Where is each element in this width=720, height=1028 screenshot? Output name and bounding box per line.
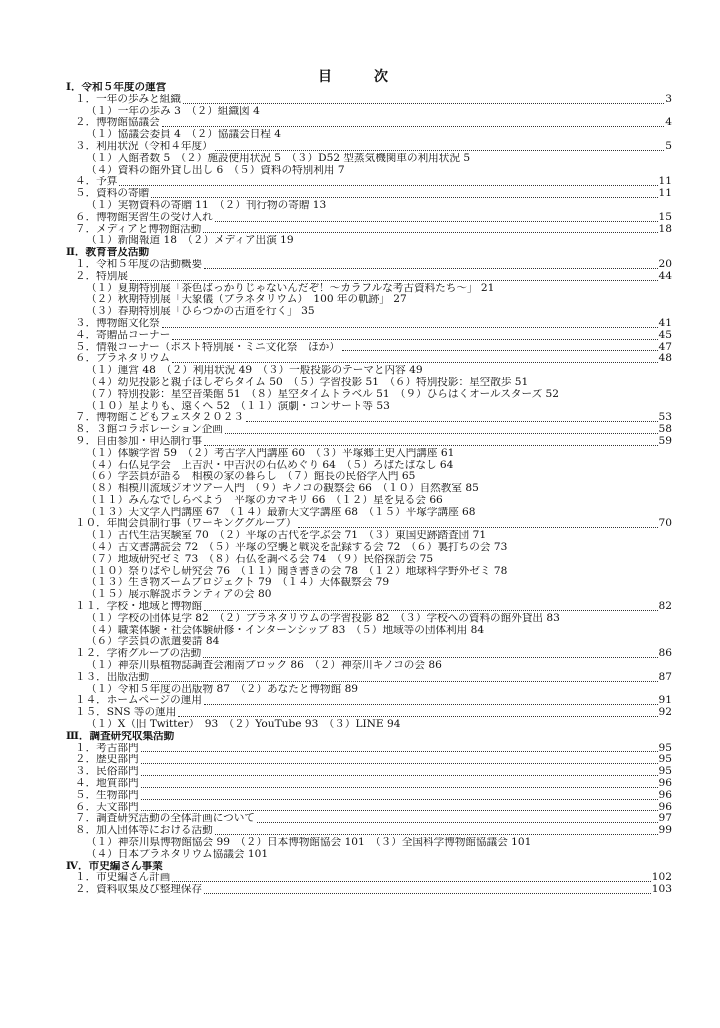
dot-leader bbox=[162, 326, 658, 328]
toc-entry-text: （１）神奈川県博物館協会 99 （２）日本博物館協会 101 （３）全国科学博物館協議会 101 bbox=[86, 837, 532, 848]
toc-section-heading bbox=[66, 247, 672, 259]
toc-subentry bbox=[66, 283, 672, 295]
dot-leader bbox=[215, 220, 658, 222]
toc-page-number: 96 bbox=[658, 778, 672, 790]
dot-leader bbox=[215, 149, 665, 151]
toc-entry-text: （１）神奈川県植物誌調査会湘南ブロック 86 （２）神奈川キノコの会 86 bbox=[86, 660, 442, 672]
toc-entry-text: （７）特別投影：星空音楽館 51 （８）星空タイムトラベル 51 （９）ひらはくオールスターズ 52 bbox=[86, 388, 560, 400]
toc-subentry bbox=[66, 589, 672, 601]
toc-page-number: 5 bbox=[665, 140, 672, 152]
toc-entry bbox=[66, 188, 672, 200]
toc-page-number: 95 bbox=[658, 742, 672, 754]
toc-page-number: 4 bbox=[665, 117, 672, 129]
toc-subentry bbox=[66, 660, 672, 672]
toc-page-number: 96 bbox=[658, 801, 672, 813]
dot-leader bbox=[141, 798, 658, 800]
toc-page-number: 58 bbox=[658, 424, 672, 436]
dot-leader bbox=[178, 715, 657, 717]
toc-entry-text: （４）職業体験・社会体験研修・インターンシップ 83 （５）地域等の団体利用 84 bbox=[86, 624, 485, 636]
toc-subentry bbox=[66, 106, 672, 118]
toc-section-heading bbox=[66, 861, 672, 873]
table-of-contents bbox=[66, 82, 672, 896]
toc-entry bbox=[66, 813, 672, 825]
dot-leader bbox=[246, 420, 658, 422]
dot-leader bbox=[342, 349, 658, 351]
page-title: 目 次 bbox=[318, 69, 402, 85]
toc-entry bbox=[66, 424, 672, 436]
dot-leader bbox=[141, 786, 658, 788]
toc-entry-text: ２．歴史部門 bbox=[75, 754, 139, 766]
toc-subentry bbox=[66, 483, 672, 495]
toc-entry-text: １．考古部門 bbox=[75, 742, 139, 754]
toc-entry-text: （２）秋期特別展「天象儀（プラネタリウム） 100 年の軌跡」 27 bbox=[86, 294, 407, 306]
toc-entry bbox=[66, 117, 672, 129]
dot-leader bbox=[257, 821, 658, 823]
dot-leader bbox=[203, 231, 657, 233]
toc-page-number: 20 bbox=[658, 258, 672, 270]
toc-page-number: 103 bbox=[651, 884, 672, 896]
toc-entry-text: １３．出版活動 bbox=[75, 671, 150, 683]
toc-entry-text: ６．博物館実習生の受け入れ bbox=[75, 211, 213, 223]
dot-leader bbox=[215, 833, 658, 835]
toc-entry-text: ４．予算 bbox=[75, 176, 118, 188]
toc-entry-text: ３．博物館文化祭 bbox=[75, 317, 160, 329]
toc-page-number: 44 bbox=[658, 270, 672, 282]
toc-subentry bbox=[66, 235, 672, 247]
toc-entry-text: ２．特別展 bbox=[75, 270, 128, 282]
toc-page-number: 82 bbox=[658, 601, 672, 613]
toc-entry bbox=[66, 601, 672, 613]
toc-entry-text: （４）幼児投影と親子ほしぞらタイム 50 （５）学習投影 51 （６）特別投影：星空散歩 51 bbox=[86, 376, 529, 388]
toc-page-number: 92 bbox=[658, 707, 672, 719]
toc-entry bbox=[66, 778, 672, 790]
toc-page-number: 95 bbox=[658, 766, 672, 778]
toc-entry-text: １．市史編さん計画 bbox=[75, 872, 171, 884]
dot-leader bbox=[151, 680, 657, 682]
toc-subentry bbox=[66, 577, 672, 589]
toc-page-number: 70 bbox=[658, 518, 672, 530]
toc-page-number: 102 bbox=[651, 872, 672, 884]
toc-entry-text: （７）地域研究ゼミ 73 （８）石仏を調べる会 74 （９）民俗探訪会 75 bbox=[86, 553, 434, 565]
toc-subentry bbox=[66, 625, 672, 637]
toc-page-number: 96 bbox=[658, 789, 672, 801]
toc-entry-text: ６．プラネタリウム bbox=[75, 353, 170, 365]
toc-entry bbox=[66, 318, 672, 330]
toc-subentry bbox=[66, 530, 672, 542]
toc-entry bbox=[66, 518, 672, 530]
toc-subentry bbox=[66, 837, 672, 849]
toc-entry bbox=[66, 271, 672, 283]
toc-page-number: 41 bbox=[658, 317, 672, 329]
toc-entry-text: ８．３館コラボレーション企画 bbox=[75, 424, 223, 436]
toc-subentry bbox=[66, 471, 672, 483]
toc-page-number: 15 bbox=[658, 211, 672, 223]
toc-entry-text: （１）実物資料の寄贈 11 （２）刊行物の寄贈 13 bbox=[86, 199, 327, 211]
toc-subentry bbox=[66, 200, 672, 212]
toc-subentry bbox=[66, 448, 672, 460]
toc-entry-text: （１０）祭りばやし研究会 76 （１１）聞き書きの会 78 （１２）地球科学野外ゼミ 78 bbox=[86, 565, 508, 577]
toc-entry-text: ４．寄贈品コーナー bbox=[75, 329, 171, 341]
toc-entry-text: （４）資料の館外貸し出し 6 （５）資料の特別利用 7 bbox=[86, 164, 345, 176]
toc-entry-text: ８．加入団体等における活動 bbox=[75, 825, 213, 837]
dot-leader bbox=[130, 279, 658, 281]
toc-entry bbox=[66, 330, 672, 342]
dot-leader bbox=[204, 703, 658, 705]
toc-entry bbox=[66, 176, 672, 188]
toc-subentry bbox=[66, 377, 672, 389]
toc-subentry bbox=[66, 849, 672, 861]
dot-leader bbox=[172, 338, 657, 340]
toc-entry bbox=[66, 353, 672, 365]
dot-leader bbox=[298, 526, 657, 528]
dot-leader bbox=[204, 444, 657, 446]
toc-subentry bbox=[66, 507, 672, 519]
toc-entry-text: （６）学芸員の派遣要請 84 bbox=[86, 636, 220, 648]
dot-leader bbox=[151, 196, 657, 198]
toc-entry-text: １．令和５年度の活動概要 bbox=[75, 258, 203, 270]
toc-page-number: 11 bbox=[658, 176, 672, 188]
toc-entry-text: １．一年の歩みと組織 bbox=[75, 93, 181, 105]
toc-entry-text: １２．学術グループの活動 bbox=[75, 648, 202, 660]
toc-entry-text: （４）日本プラネタリウム協議会 101 bbox=[86, 848, 269, 860]
toc-section-heading bbox=[66, 731, 672, 743]
toc-page-number: 53 bbox=[658, 412, 672, 424]
toc-subentry bbox=[66, 129, 672, 141]
dot-leader bbox=[225, 432, 658, 434]
toc-entry bbox=[66, 259, 672, 271]
toc-entry-text: ３．民俗部門 bbox=[75, 766, 139, 778]
toc-page-number: 47 bbox=[658, 341, 672, 353]
toc-page-number: 48 bbox=[658, 353, 672, 365]
toc-entry-text: （１）学校の団体見学 82 （２）プラネタリウムの学習投影 82 （３）学校への資料の館外貸出 83 bbox=[86, 612, 560, 624]
toc-page-number: 87 bbox=[658, 671, 672, 683]
toc-entry-text: （１）入館者数 5 （２）施設使用状況 5 （３）D52 型蒸気機関車の利用状況 5 bbox=[86, 152, 471, 164]
toc-entry-text: ５．生物部門 bbox=[75, 789, 139, 801]
toc-page-number: 99 bbox=[658, 825, 672, 837]
toc-subentry bbox=[66, 306, 672, 318]
toc-entry-text: ５．情報コーナー（ポスト特別展・ミニ文化祭 ほか） bbox=[75, 341, 340, 353]
toc-page-number: 95 bbox=[658, 754, 672, 766]
toc-entry bbox=[66, 754, 672, 766]
toc-subentry bbox=[66, 719, 672, 731]
toc-entry-text: （１）運営 48 （２）利用状況 49 （３）一般投影のテーマと内容 49 bbox=[86, 365, 423, 377]
toc-subentry bbox=[66, 684, 672, 696]
toc-subentry bbox=[66, 401, 672, 413]
dot-leader bbox=[172, 880, 650, 882]
toc-subentry bbox=[66, 165, 672, 177]
dot-leader bbox=[183, 102, 664, 104]
toc-subentry bbox=[66, 294, 672, 306]
toc-entry bbox=[66, 743, 672, 755]
toc-entry-text: （８）相模川流域ジオツアー入門 （９）キノコの観察会 66 （１０）自然教室 85 bbox=[86, 483, 479, 495]
toc-page-number: 86 bbox=[658, 648, 672, 660]
toc-page-number: 45 bbox=[658, 329, 672, 341]
dot-leader bbox=[162, 125, 665, 127]
toc-subentry bbox=[66, 636, 672, 648]
toc-entry bbox=[66, 648, 672, 660]
toc-entry bbox=[66, 342, 672, 354]
toc-entry-text: （１３）天文学入門講座 67 （１４）最新天文学講座 68 （１５）平塚学講座 68 bbox=[86, 506, 476, 518]
toc-entry-text: ４．地質部門 bbox=[75, 778, 139, 790]
dot-leader bbox=[204, 892, 651, 894]
toc-entry-text: （４）石仏見学会 上吉沢・中吉沢の石仏めぐり 64 （５）ろばたばなし 64 bbox=[86, 459, 454, 471]
toc-page-number: 91 bbox=[658, 695, 672, 707]
toc-entry bbox=[66, 224, 672, 236]
toc-entry bbox=[66, 825, 672, 837]
toc-entry-text: ７．調査研究活動の全体計画について bbox=[75, 813, 255, 825]
toc-entry-text: １０．年間会員制行事（ワーキンググループ） bbox=[75, 518, 297, 530]
toc-entry-text: Ⅰ．令和５年度の運営 bbox=[66, 82, 167, 93]
dot-leader bbox=[141, 774, 658, 776]
dot-leader bbox=[204, 267, 657, 269]
toc-entry-text: （１３）生き物ズームプロジェクト 79 （１４）天体観察会 79 bbox=[86, 577, 390, 589]
toc-subentry bbox=[66, 460, 672, 472]
toc-entry-text: １４．ホームページの運用 bbox=[75, 695, 202, 707]
toc-page-number: 3 bbox=[665, 93, 672, 105]
toc-entry-text: ２．資料収集及び整理保存 bbox=[75, 884, 203, 896]
toc-subentry bbox=[66, 566, 672, 578]
toc-entry-text: （１）協議会委員 4 （２）協議会日程 4 bbox=[86, 129, 282, 141]
toc-entry-text: ５．資料の寄贈 bbox=[75, 188, 150, 200]
toc-entry-text: （１）夏期特別展「茶色ばっかりじゃないんだぞ！～カラフルな考古資料たち～」 21 bbox=[86, 282, 495, 294]
toc-entry bbox=[66, 802, 672, 814]
toc-entry-text: ３．利用状況（令和４年度） bbox=[75, 140, 213, 152]
toc-entry-text: Ⅲ．調査研究収集活動 bbox=[66, 730, 175, 742]
toc-entry bbox=[66, 412, 672, 424]
dot-leader bbox=[172, 361, 658, 363]
toc-entry-text: （１１）みんなでしらべよう 平塚のカマキリ 66 （１２）星を見る会 66 bbox=[86, 494, 443, 506]
toc-entry-text: （１）体験学習 59 （２）考古学入門講座 60 （３）平塚郷土史入門講座 61 bbox=[86, 447, 455, 459]
toc-entry-text: （４）古文書講読会 72 （５）平塚の空襲と戦災を記録する会 72 （６）裏打ちの会 73 bbox=[86, 542, 508, 554]
dot-leader bbox=[141, 762, 658, 764]
toc-entry-text: １５．SNS 等の運用 bbox=[75, 707, 177, 719]
toc-entry bbox=[66, 212, 672, 224]
toc-entry-text: ７．メディアと博物館活動 bbox=[75, 223, 202, 235]
toc-entry bbox=[66, 872, 672, 884]
toc-entry-text: （１５）展示解説ボランティアの会 80 bbox=[86, 589, 272, 601]
toc-entry-text: Ⅳ．市史編さん事業 bbox=[66, 860, 163, 872]
toc-entry-text: ２．博物館協議会 bbox=[75, 117, 160, 129]
toc-entry-text: （１）古代生活実験室 70 （２）平塚の古代を学ぶ会 71 （３）東国史跡踏査団 71 bbox=[86, 530, 487, 542]
toc-entry-text: （１０）星よりも、遠くへ 52 （１１）演劇・コンサート等 53 bbox=[86, 400, 390, 412]
toc-entry bbox=[66, 672, 672, 684]
toc-page-number: 59 bbox=[658, 435, 672, 447]
toc-entry-text: （３）春期特別展「ひらつかの古道を行く」 35 bbox=[86, 306, 315, 318]
toc-entry bbox=[66, 766, 672, 778]
toc-entry-text: ７．博物館こどもフェスタ２０２３ bbox=[75, 412, 244, 424]
toc-entry bbox=[66, 790, 672, 802]
toc-subentry bbox=[66, 495, 672, 507]
toc-entry-text: ９．自由参加・申込制行事 bbox=[75, 435, 203, 447]
dot-leader bbox=[141, 809, 658, 811]
toc-subentry bbox=[66, 389, 672, 401]
toc-subentry bbox=[66, 153, 672, 165]
toc-entry bbox=[66, 436, 672, 448]
toc-page-number: 18 bbox=[658, 223, 672, 235]
toc-entry-text: （１）令和５年度の出版物 87 （２）あなたと博物館 89 bbox=[86, 683, 359, 695]
toc-page-number: 97 bbox=[658, 813, 672, 825]
toc-entry-text: ６．天文部門 bbox=[75, 801, 139, 813]
toc-entry-text: （１）X（旧 Twitter） 93 （２）YouTube 93 （３）LINE 94 bbox=[86, 719, 401, 731]
toc-entry-text: （６）学芸員が語る 相模の家の暮らし （７）館長の民俗学入門 65 bbox=[86, 471, 416, 483]
toc-page-number: 11 bbox=[658, 188, 672, 200]
toc-section-heading bbox=[66, 82, 672, 94]
toc-entry bbox=[66, 94, 672, 106]
dot-leader bbox=[203, 656, 657, 658]
toc-subentry bbox=[66, 365, 672, 377]
toc-subentry bbox=[66, 542, 672, 554]
toc-entry-text: Ⅱ．教育普及活動 bbox=[66, 247, 150, 259]
toc-subentry bbox=[66, 613, 672, 625]
toc-entry-text: １１．学校・地域と博物館 bbox=[75, 601, 203, 613]
toc-subentry bbox=[66, 554, 672, 566]
toc-entry-text: （１）一年の歩み 3 （２）組織図 4 bbox=[86, 105, 260, 117]
toc-entry bbox=[66, 707, 672, 719]
toc-entry-text: （１）新聞報道 18 （２）メディア出演 19 bbox=[86, 235, 294, 247]
dot-leader bbox=[141, 750, 658, 752]
toc-entry bbox=[66, 141, 672, 153]
dot-leader bbox=[119, 184, 657, 186]
toc-entry bbox=[66, 695, 672, 707]
toc-entry bbox=[66, 884, 672, 896]
dot-leader bbox=[204, 609, 657, 611]
